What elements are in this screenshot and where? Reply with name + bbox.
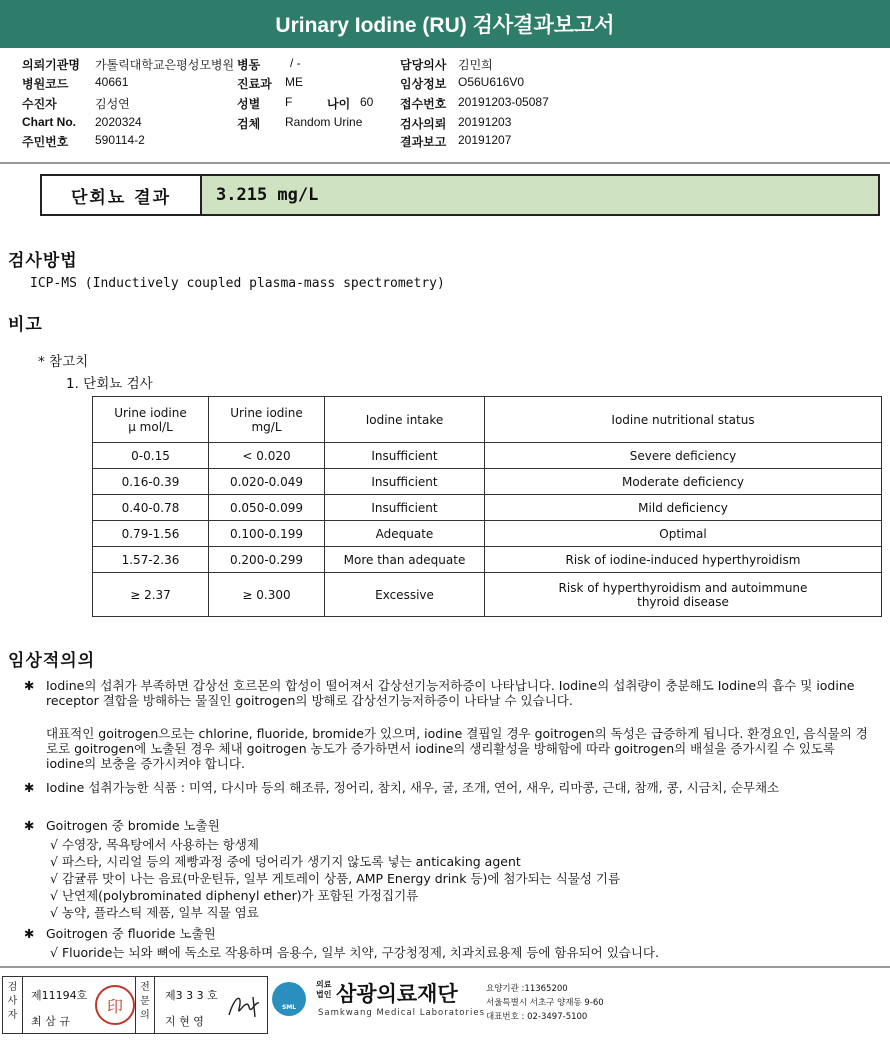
clinical-label: 임상정보: [400, 77, 447, 91]
specimen-value: Random Urine: [285, 115, 363, 129]
result-box: [40, 174, 880, 216]
org-phone: 대표번호 : 02-3497-5100: [486, 1012, 588, 1022]
specialist-label: 전문의: [135, 977, 155, 1033]
reference-table: [92, 396, 882, 617]
examiner-name: 최 삼 규: [31, 1015, 70, 1028]
table-cell: 0.050-0.099: [209, 495, 325, 521]
table-cell: 0.40-0.78: [93, 495, 209, 521]
request-value: 20191203: [458, 115, 512, 129]
section-title: Goitrogen 중 bromide 노출원: [46, 818, 220, 833]
table-cell: 0.100-0.199: [209, 521, 325, 547]
result-label: 단회뇨 결과: [42, 176, 202, 214]
org-contact: [486, 982, 604, 1024]
table-row: [93, 521, 882, 547]
header-divider: [0, 162, 890, 164]
table-row: [93, 443, 882, 469]
list-item: √ 난연제(polybrominated diphenyl ether)가 포함된 가정집기류: [50, 888, 419, 903]
bromide-section-title: [24, 818, 876, 833]
report-value: 20191207: [458, 133, 512, 147]
sex-label: 성별: [237, 97, 261, 111]
table-cell: Excessive: [325, 573, 485, 617]
table-row: [93, 573, 882, 617]
doctor-label: 담당의사: [400, 58, 447, 72]
list-item: √ Fluoride는 뇌와 뼈에 독소로 작용하며 음용수, 일부 치약, 구강청정제, 치과치료용제 등에 함유되어 있습니다.: [50, 945, 659, 960]
table-cell: Mild deficiency: [485, 495, 882, 521]
table-cell: Moderate deficiency: [485, 469, 882, 495]
table-cell: Insufficient: [325, 443, 485, 469]
signature-box: [2, 976, 268, 1034]
org-prefix: 의료 법인: [316, 980, 332, 999]
result-value: 3.215 mg/L: [202, 176, 878, 214]
table-cell: Insufficient: [325, 469, 485, 495]
doctor-value: 김민희: [458, 58, 493, 72]
table-cell: ≥ 0.300: [209, 573, 325, 617]
ssn-label: 주민번호: [22, 135, 69, 149]
table-cell: 0.020-0.049: [209, 469, 325, 495]
list-item: √ 농약, 플라스틱 제품, 일부 직물 염료: [50, 905, 259, 920]
age-label: 나이: [327, 97, 351, 111]
method-text: ICP-MS (Inductively coupled plasma-mass spectrometry): [30, 276, 445, 291]
table-row: [93, 495, 882, 521]
table-cell: Insufficient: [325, 495, 485, 521]
report-label: 결과보고: [400, 135, 447, 149]
report-title: Urinary Iodine (RU) 검사결과보고서: [275, 14, 615, 37]
ref-subtitle: 1. 단회뇨 검사: [66, 376, 153, 392]
table-header: Iodine intake: [325, 397, 485, 443]
section-title: Goitrogen 중 fluoride 노출원: [46, 926, 216, 941]
remark-heading: 비고: [8, 315, 43, 335]
table-cell: < 0.020: [209, 443, 325, 469]
bullet-icon: ✱: [24, 926, 35, 941]
logo-text: SML: [281, 1004, 297, 1011]
chart-value: 2020324: [95, 115, 142, 129]
examiner-label: 검사자: [3, 977, 23, 1033]
table-cell: Severe deficiency: [485, 443, 882, 469]
method-heading: 검사방법: [8, 251, 78, 271]
table-cell: Risk of hyperthyroidism and autoimmune thyroid disease: [485, 573, 882, 617]
fluoride-section-title: [24, 926, 876, 941]
table-cell: 0.200-0.299: [209, 547, 325, 573]
specialist-name: 지 현 영: [165, 1015, 204, 1028]
table-cell: ≥ 2.37: [93, 573, 209, 617]
patient-value: 김성연: [95, 97, 130, 111]
ssn-value: 590114-2: [95, 133, 145, 147]
ward-value: / -: [290, 56, 301, 70]
table-cell: 1.57-2.36: [93, 547, 209, 573]
patient-label: 수진자: [22, 97, 57, 111]
sex-value: F: [285, 95, 293, 109]
patient-info: [0, 52, 890, 158]
code-value: 40661: [95, 75, 129, 89]
clinical-paragraph-1: [24, 678, 876, 708]
age-value: 60: [360, 95, 374, 109]
table-cell: Optimal: [485, 521, 882, 547]
signature-icon: [225, 989, 265, 1023]
clinical-value: O56U616V0: [458, 75, 525, 89]
org-name: 삼광의료재단: [336, 982, 458, 1006]
ward-label: 병동: [237, 58, 261, 72]
table-header: Urine iodine mg/L: [209, 397, 325, 443]
hospital-value: 가톨릭대학교은평성모병원: [95, 58, 235, 72]
clinical-paragraph-2: [46, 726, 876, 771]
ref-title: * 참고치: [38, 354, 89, 370]
specimen-label: 검체: [237, 117, 261, 131]
table-row: [93, 469, 882, 495]
table-header-row: [93, 397, 882, 443]
org-code: 요양기관 :11365200: [486, 984, 568, 994]
table-cell: Adequate: [325, 521, 485, 547]
examiner-license: 제11194호: [31, 989, 88, 1002]
table-cell: 0-0.15: [93, 443, 209, 469]
bullet-icon: ✱: [24, 818, 35, 833]
seal-icon: 印: [95, 985, 135, 1025]
dept-label: 진료과: [237, 77, 272, 91]
list-item: √ 수영장, 목욕탕에서 사용하는 항생제: [50, 837, 259, 852]
table-cell: Risk of iodine-induced hyperthyroidism: [485, 547, 882, 573]
clinical-heading: 임상적의의: [8, 651, 96, 671]
table-header: Iodine nutritional status: [485, 397, 882, 443]
logo-icon: [272, 982, 306, 1016]
table-header: Urine iodine μ mol/L: [93, 397, 209, 443]
paragraph-text: Iodine의 섭취가 부족하면 갑상선 호르몬의 합성이 떨어져서 갑상선기능저하증이 나타납니다. Iodine의 섭취량이 충분해도 Iodine의 흡수 및 iodine receptor 결합을 방해하는 물질인 goitrogen의 방해로 갑상선기능저하증이 나타날 수 있습니다.: [46, 678, 855, 708]
receipt-value: 20191203-05087: [458, 95, 549, 109]
request-label: 검사의뢰: [400, 117, 447, 131]
code-label: 병원코드: [22, 77, 69, 91]
bullet-icon: ✱: [24, 678, 35, 693]
table-cell: 0.79-1.56: [93, 521, 209, 547]
table-row: [93, 547, 882, 573]
hospital-label: 의뢰기관명: [22, 58, 80, 72]
paragraph-text: Iodine 섭취가능한 식품 : 미역, 다시마 등의 해조류, 정어리, 참치, 새우, 굴, 조개, 연어, 새우, 리마콩, 근대, 참깨, 콩, 시금치, 순무채소: [46, 780, 780, 795]
clinical-paragraph-3: [24, 780, 876, 795]
footer: [0, 966, 890, 1040]
bullet-icon: ✱: [24, 780, 35, 795]
report-title-bar: [0, 0, 890, 48]
table-cell: 0.16-0.39: [93, 469, 209, 495]
org-english-name: Samkwang Medical Laboratories: [318, 1008, 486, 1018]
dept-value: ME: [285, 75, 303, 89]
chart-label: Chart No.: [22, 115, 76, 129]
table-cell: More than adequate: [325, 547, 485, 573]
specialist-license: 제3 3 3 호: [165, 989, 218, 1002]
org-address: 서울특별시 서초구 양재동 9-60: [486, 998, 604, 1008]
receipt-label: 접수번호: [400, 97, 447, 111]
list-item: √ 감귤류 맛이 나는 음료(마운틴듀, 일부 게토레이 상품, AMP Energy drink 등)에 첨가되는 식물성 기름: [50, 871, 621, 886]
list-item: √ 파스타, 시리얼 등의 제빵과정 중에 덩어리가 생기지 않도록 넣는 anticaking agent: [50, 854, 521, 869]
paragraph-text: 대표적인 goitrogen으로는 chlorine, fluoride, bromide가 있으며, iodine 결핍일 경우 goitrogen의 독성은 급증하게 됩니다. 환경요인, 음식물의 경로로 goitrogen에 노출된 경우 체내 goitrogen 농도가 증가하면서 iodine의 생리활성을 방해함에 따라 goitrogen의 배설을 증가시킬 수 있도록 iodine의 보충을 증가시켜야 합니다.: [46, 726, 868, 771]
